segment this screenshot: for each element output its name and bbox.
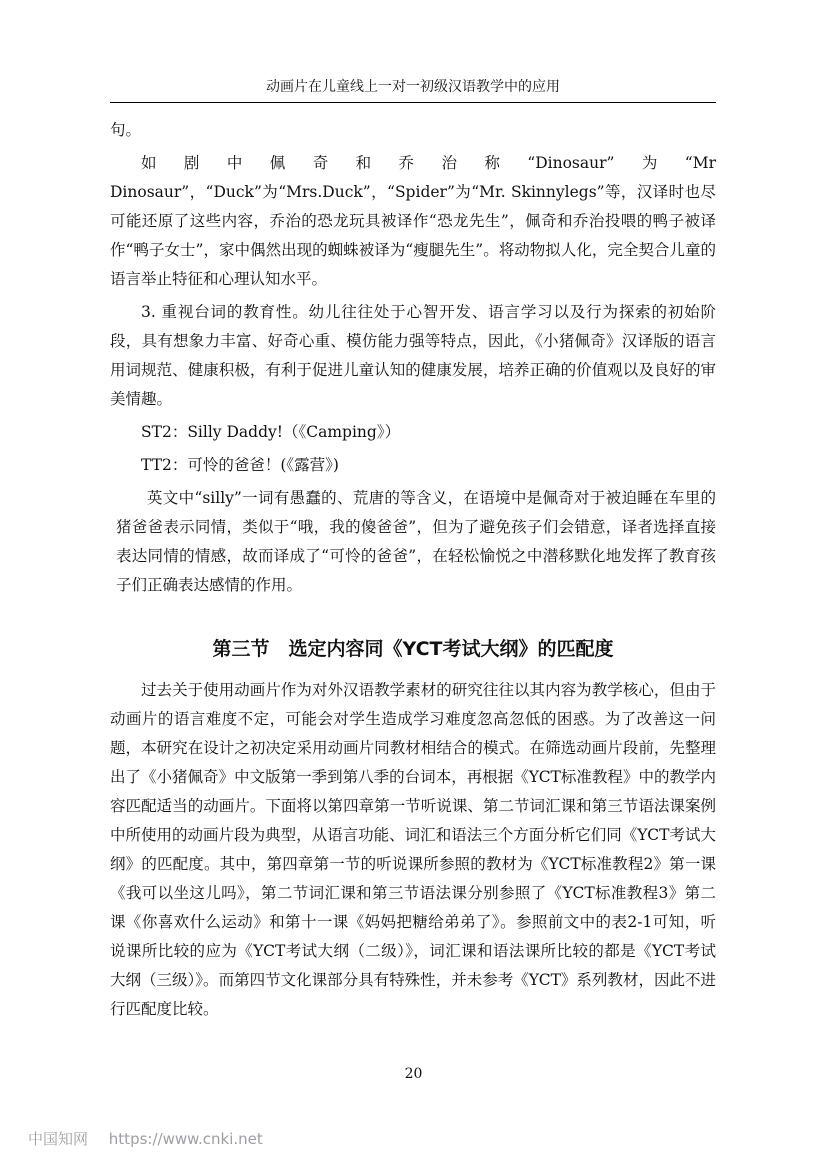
paragraph-silly-analysis: 英文中“silly”一词有愚蠢的、荒唐的等含义，在语境中是佩奇对于被迫睡在车里的猪爸爸表示同情，类似于“哦，我的傻爸爸”，但为了避免孩子们会错意，译者选择直接表达同情的情感，故而译成了“可怜的爸爸”，在轻松愉悦之中潜移默化地发挥了教育孩子们正确表达感情的作用。: [116, 489, 716, 594]
page-number: 20: [404, 1066, 423, 1082]
paragraph-example-naming: 如剧中佩奇和乔治称“Dinosaur”为“Mr Dinosaur”，“Duck”为“Mrs.Duck”，“Spider”为“Mr. Skinnylegs”等，汉译时也尽可能还原了这些内容，乔治的恐龙玩具被译作“恐龙先生”，佩奇和乔治投喂的鸭子被译作“鸭子女士”，家中偶然出现的蜘蛛被译为“瘦腿先生”。将动物拟人化，完全契合儿童的语言举止特征和心理认知水平。: [110, 154, 716, 288]
paragraph-continuation: 句。: [110, 121, 142, 139]
body-text-top: [110, 116, 716, 604]
section-heading: 第三节 选定内容同《YCT考试大纲》的匹配度: [212, 638, 614, 660]
paragraph-educational-value: 3. 重视台词的教育性。幼儿往往处于心智开发、语言学习以及行为探索的初始阶段，具有想象力丰富、好奇心重、模仿能力强等特点，因此，《小猪佩奇》汉译版的语言用词规范、健康积极，有利于促进儿童认知的健康发展，培养正确的价值观以及良好的审美情趣。: [110, 303, 716, 408]
paragraph-target-text: TT2：可怜的爸爸！(《露营》): [141, 456, 339, 474]
paragraph-section-body: 过去关于使用动画片作为对外汉语教学素材的研究往往以其内容为教学核心，但由于动画片的语言难度不定，可能会对学生造成学习难度忽高忽低的困惑。为了改善这一问题，本研究在设计之初决定采用动画片同教材相结合的模式。在筛选动画片段前，先整理出了《小猪佩奇》中文版第一季到第八季的台词本，再根据《YCT标准教程》中的教学内容匹配适当的动画片。下面将以第四章第一节听说课、第二节词汇课和第三节语法课案例中所使用的动画片段为典型，从语言功能、词汇和语法三个方面分析它们同《YCT考试大纲》的匹配度。其中，第四章第一节的听说课所参照的教材为《YCT标准教程2》第一课《我可以坐这儿吗》，第二节词汇课和第三节语法课分别参照了《YCT标准教程3》第二课《你喜欢什么运动》和第十一课《妈妈把糖给弟弟了》。参照前文中的表2-1可知，听说课所比较的应为《YCT考试大纲（二级）》，词汇课和语法课所比较的都是《YCT考试大纲（三级）》。而第四节文化课部分具有特殊性，并未参考《YCT》系列教材，因此不进行匹配度比较。: [110, 681, 716, 1018]
running-header: 动画片在儿童线上一对一初级汉语教学中的应用: [110, 76, 716, 103]
paragraph-source-text: ST2：Silly Daddy!（《Camping》）: [141, 423, 401, 441]
watermark-url: https://www.cnki.net: [108, 1130, 263, 1148]
cnki-watermark: [28, 1128, 279, 1149]
body-text-section: [110, 676, 716, 1024]
watermark-site-name: 中国知网: [28, 1130, 89, 1148]
